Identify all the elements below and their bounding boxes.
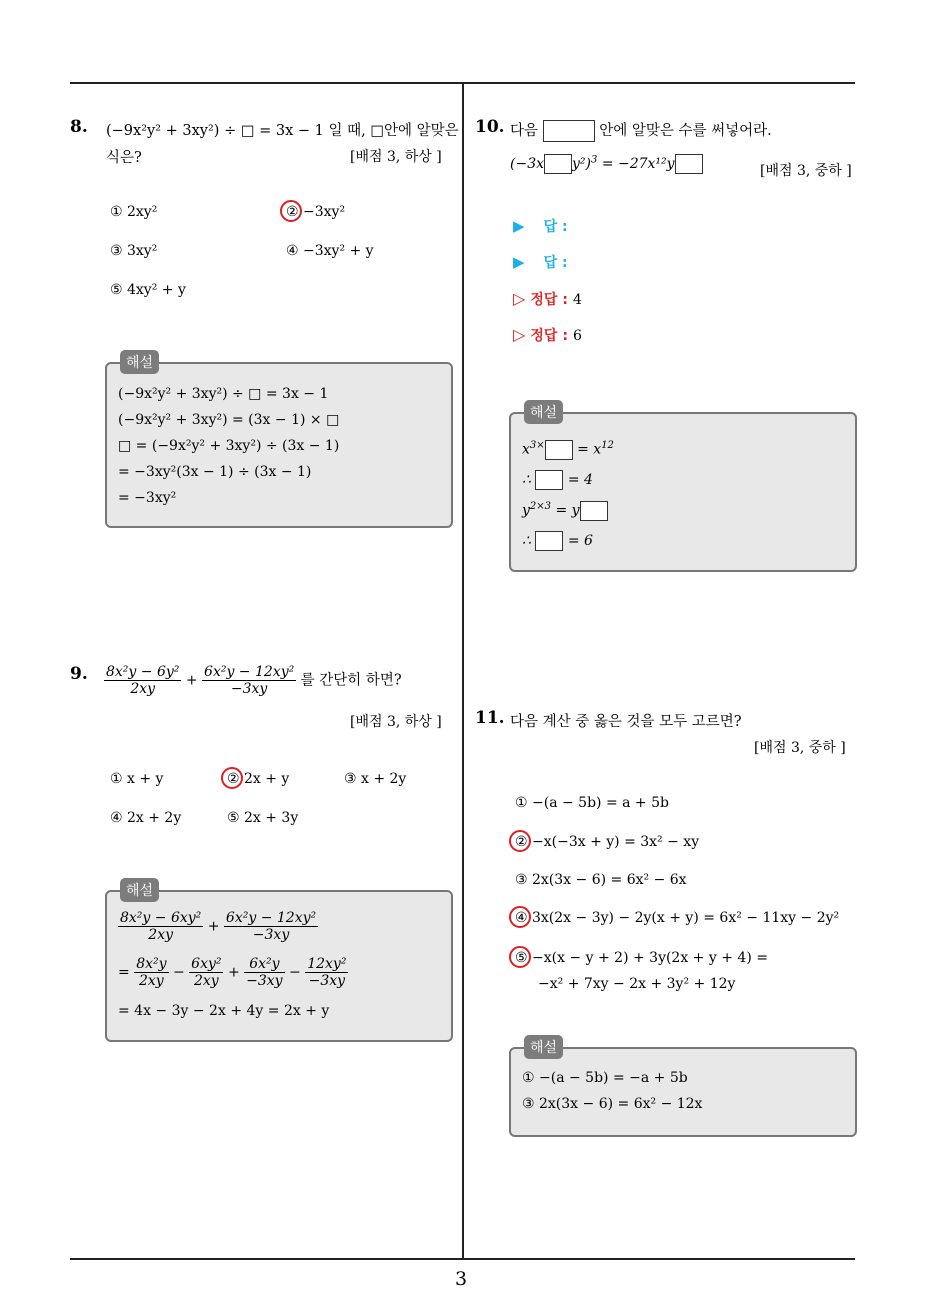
q9-number: 9. [70, 664, 88, 684]
q10-sol-1exp2: 12 [601, 440, 614, 451]
q10-sol-therefore-1: ∴ [522, 472, 531, 488]
q9-choice-1[interactable]: ① x + y [110, 771, 164, 787]
q10-sol-3b: = y [555, 502, 580, 519]
q9-sol-c-num: 6x²y [244, 956, 284, 973]
q9-sol-c-den: −3xy [246, 973, 283, 989]
q9-choice-2[interactable]: ② 2x + y [227, 771, 290, 787]
bottom-rule [70, 1258, 855, 1260]
q9-sol-minus-2: − [289, 964, 301, 981]
q9-sol-f1-den: 2xy [148, 927, 173, 943]
q10-correct-label-2: 정답 : [530, 328, 568, 344]
q10-sol-blank-4 [535, 531, 563, 551]
q8-answer-circle [280, 200, 302, 222]
q10-sol-3exp: 2×3 [529, 501, 552, 512]
q8-sol-line-1: (−9x²y² + 3xy²) ÷ □ = 3x − 1 [118, 386, 329, 402]
q9-solution-tag: 해설 [120, 878, 159, 902]
q10-sol-blank-2 [535, 470, 563, 490]
q8-choice-2[interactable]: ② −3xy² [286, 204, 346, 220]
q10-sol-line-1 [522, 440, 614, 460]
page-number: 3 [455, 1268, 468, 1290]
q9-choice-3[interactable]: ③ x + 2y [344, 771, 407, 787]
q10-sol-2b: = 4 [567, 472, 593, 488]
q10-correct-row-2 [513, 325, 582, 345]
q9-sol-d-num: 12xy² [307, 956, 347, 972]
q10-correct-row-1 [513, 289, 582, 309]
q9-stem [104, 664, 402, 697]
q8-points: [배점 3, 하상 ] [350, 149, 442, 165]
q10-number: 10. [475, 117, 505, 137]
q9-points: [배점 3, 하상 ] [350, 714, 442, 730]
q8-stem-line2: 식은? [106, 150, 142, 166]
q10-correct-value-2: 6 [573, 328, 582, 344]
column-divider [462, 82, 464, 1259]
q10-answer-label-1: 답 : [543, 219, 568, 235]
q10-sol-line-4 [522, 531, 593, 551]
q10-stem-a: 다음 [510, 123, 539, 139]
q10-correct-label-1: 정답 : [530, 292, 568, 308]
q8-sol-line-5: = −3xy² [118, 490, 177, 506]
q11-choice-5[interactable]: ⑤ −x(x − y + 2) + 3y(2x + y + 4) = [515, 950, 768, 966]
q9-choice-4[interactable]: ④ 2x + 2y [110, 810, 182, 826]
q11-answer-circle-4 [509, 906, 531, 928]
q10-answer-row-2 [513, 252, 568, 272]
q11-choice-4[interactable]: ④ 3x(2x − 3y) − 2y(x + y) = 6x² − 11xy − 2y² [515, 910, 840, 926]
q10-sol-3a: y [522, 502, 530, 519]
q10-eq-b: y²) [572, 156, 591, 172]
q9-sol-minus-1: − [172, 964, 185, 981]
q10-sol-line-3 [522, 501, 608, 521]
q10-sol-line-2 [522, 470, 593, 490]
q9-plus: + [185, 672, 198, 689]
q11-answer-circle-5 [509, 946, 531, 968]
q9-choice-5[interactable]: ⑤ 2x + 3y [227, 810, 299, 826]
q11-answer-circle-2 [509, 830, 531, 852]
q11-choice-1[interactable]: ① −(a − 5b) = a + 5b [515, 795, 669, 811]
q10-points: [배점 3, 중하 ] [760, 163, 852, 179]
q9-frac2-den: −3xy [230, 681, 268, 697]
q10-eq-blank-1[interactable] [544, 154, 572, 174]
q9-sol-a-num: 8x²y [136, 956, 167, 972]
q11-solution-box [509, 1047, 857, 1137]
q10-sol-1a: x [522, 441, 530, 458]
q10-eq-exp: 3 [590, 154, 598, 166]
q9-sol-line-3: = 4x − 3y − 2x + 4y = 2x + y [118, 1003, 330, 1019]
q9-frac1-num: 8x²y − 6y² [106, 664, 180, 680]
q10-sol-1b: = x [577, 441, 602, 458]
q8-choice-4[interactable]: ④ −3xy² + y [286, 243, 374, 259]
q8-number: 8. [70, 117, 88, 137]
q10-answer-arrow-2: ▶ [513, 253, 525, 271]
q9-sol-line-2 [118, 956, 348, 989]
q10-stem [510, 119, 772, 142]
q9-stem-tail: 를 간단히 하면? [300, 672, 402, 689]
q9-sol-b-num: 6xy² [191, 956, 222, 972]
q10-sol-blank-1 [545, 440, 573, 460]
q8-sol-line-4: = −3xy²(3x − 1) ÷ (3x − 1) [118, 464, 312, 480]
q9-sol-plus-2: + [227, 964, 240, 981]
q10-sol-4b: = 6 [567, 533, 593, 549]
q11-choice-3[interactable]: ③ 2x(3x − 6) = 6x² − 6x [515, 872, 687, 888]
q10-eq-c: = −27x¹²y [601, 156, 675, 172]
q9-sol-eq: = [118, 964, 130, 981]
q10-answer-row-1 [513, 216, 568, 236]
q9-sol-b-den: 2xy [193, 973, 219, 989]
q8-choice-1[interactable]: ① 2xy² [110, 204, 158, 220]
q11-choice-2[interactable]: ② −x(−3x + y) = 3x² − xy [515, 834, 700, 850]
q10-blank-box[interactable] [543, 120, 595, 142]
q9-frac1-den: 2xy [130, 681, 156, 697]
q10-sol-blank-3 [580, 501, 608, 521]
q11-stem: 다음 계산 중 옳은 것을 모두 고르면? [510, 714, 742, 730]
q8-sol-line-2: (−9x²y² + 3xy²) = (3x − 1) × □ [118, 412, 340, 428]
q10-stem-b: 안에 알맞은 수를 써넣어라. [599, 123, 772, 139]
q8-solution-tag: 해설 [120, 350, 159, 374]
q10-correct-value-1: 4 [573, 292, 582, 308]
q8-choice-5[interactable]: ⑤ 4xy² + y [110, 282, 186, 298]
q11-number: 11. [475, 708, 505, 728]
q11-choice-5-cont: −x² + 7xy − 2x + 3y² + 12y [538, 976, 736, 992]
q9-sol-f1-num: 8x²y − 6xy² [120, 910, 202, 926]
q11-solution-tag: 해설 [524, 1035, 563, 1059]
q9-frac2-num: 6x²y − 12xy² [204, 664, 295, 680]
q8-stem: (−9x²y² + 3xy²) ÷ □ = 3x − 1 일 때, □안에 알맞은 [106, 123, 459, 139]
q9-sol-plus: + [207, 918, 220, 935]
q9-sol-line-1 [118, 910, 318, 943]
q10-correct-arrow-2: ▷ [513, 325, 526, 344]
q10-eq-blank-2[interactable] [675, 154, 703, 174]
q11-sol-line-2: ③ 2x(3x − 6) = 6x² − 12x [522, 1096, 703, 1112]
q9-sol-f2-num: 6x²y − 12xy² [225, 910, 317, 926]
q9-sol-a-den: 2xy [138, 973, 164, 989]
q10-sol-1exp: 3× [529, 440, 545, 451]
q9-sol-d-den: −3xy [308, 973, 346, 989]
q9-sol-f2-den: −3xy [252, 927, 290, 943]
q10-sol-therefore-2: ∴ [522, 533, 531, 549]
q10-answer-label-2: 답 : [543, 255, 568, 271]
q8-choice-3[interactable]: ③ 3xy² [110, 243, 158, 259]
q10-equation [510, 154, 703, 174]
q8-sol-line-3: □ = (−9x²y² + 3xy²) ÷ (3x − 1) [118, 438, 340, 454]
q10-answer-arrow-1: ▶ [513, 217, 525, 235]
q9-fraction-1 [104, 664, 181, 697]
q10-solution-tag: 해설 [524, 400, 563, 424]
q11-sol-line-1: ① −(a − 5b) = −a + 5b [522, 1070, 688, 1086]
q10-eq-a: (−3x [510, 156, 544, 172]
q11-points: [배점 3, 중하 ] [754, 740, 846, 756]
q10-correct-arrow-1: ▷ [513, 289, 526, 308]
q9-answer-circle [221, 767, 243, 789]
q9-fraction-2 [202, 664, 296, 697]
